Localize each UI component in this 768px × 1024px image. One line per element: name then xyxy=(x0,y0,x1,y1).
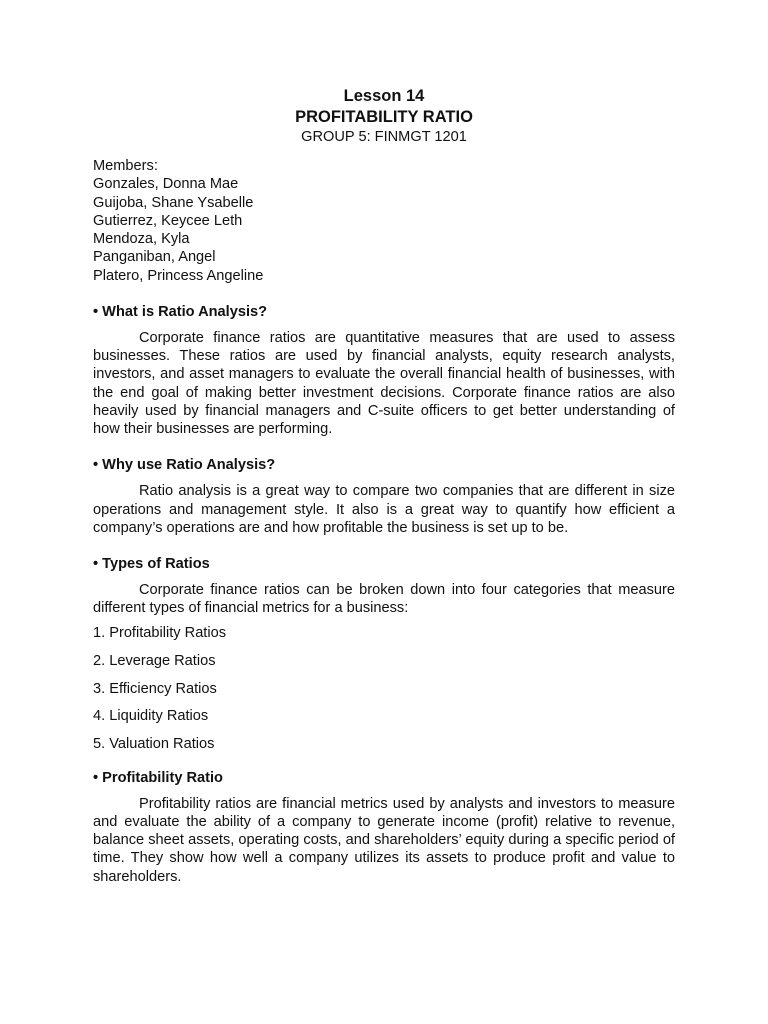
section-types-of-ratios xyxy=(93,555,675,753)
list-item: 5. Valuation Ratios xyxy=(93,735,215,752)
section-heading: • What is Ratio Analysis? xyxy=(93,304,268,321)
member-name: Gonzales, Donna Mae xyxy=(93,176,239,193)
list-item: 2. Leverage Ratios xyxy=(93,652,216,669)
members-list xyxy=(93,157,675,285)
list-item: 4. Liquidity Ratios xyxy=(93,708,209,725)
member-name: Platero, Princess Angeline xyxy=(93,267,264,284)
document-header xyxy=(93,86,675,147)
ratio-types-list xyxy=(93,624,675,752)
member-name: Mendoza, Kyla xyxy=(93,231,190,248)
section-paragraph: Corporate finance ratios are quantitative measures that are used to assess businesses. These ratios are used by financial analysts, equity research analysts, investors, and asset managers to evaluate the overall financial health of businesses, with the end goal of making better investment decisions. Corporate finance ratios are also heavily used by financial managers and C-suite officers to get better understanding of how their businesses are performing. xyxy=(93,330,675,438)
section-why-use-ratio-analysis xyxy=(93,456,675,537)
list-item: 1. Profitability Ratios xyxy=(93,625,227,642)
member-name: Guijoba, Shane Ysabelle xyxy=(93,194,254,211)
section-what-is-ratio-analysis xyxy=(93,303,675,438)
spacer xyxy=(93,438,675,454)
member-name: Gutierrez, Keycee Leth xyxy=(93,212,243,229)
lesson-number: Lesson 14 xyxy=(343,87,425,105)
group-label: GROUP 5: FINMGT 1201 xyxy=(301,129,467,145)
document-page xyxy=(93,86,675,886)
spacer xyxy=(93,537,675,553)
section-paragraph: Ratio analysis is a great way to compare two companies that are different in size operations and management style. It also is a great way to quantify how efficient a company’s operations are and how profitable the business is set up to be. xyxy=(93,483,675,536)
members-label: Members: xyxy=(93,158,158,174)
list-item: 3. Efficiency Ratios xyxy=(93,680,217,697)
member-name: Panganiban, Angel xyxy=(93,249,216,266)
document-title: PROFITABILITY RATIO xyxy=(295,108,473,126)
section-heading: • Why use Ratio Analysis? xyxy=(93,457,276,474)
section-heading: • Profitability Ratio xyxy=(93,769,223,786)
section-paragraph: Corporate finance ratios can be broken down into four categories that measure different types of financial metrics for a business: xyxy=(93,581,675,617)
section-heading: • Types of Ratios xyxy=(93,555,210,572)
section-paragraph: Profitability ratios are financial metrics used by analysts and investors to measure and evaluate the ability of a company to generate income (profit) relative to revenue, balance sheet assets, operating costs, and shareholders’ equity during a specific period of time. They show how well a company utilizes its assets to produce profit and value to shareholders. xyxy=(93,795,675,885)
section-profitability-ratio xyxy=(93,769,675,886)
